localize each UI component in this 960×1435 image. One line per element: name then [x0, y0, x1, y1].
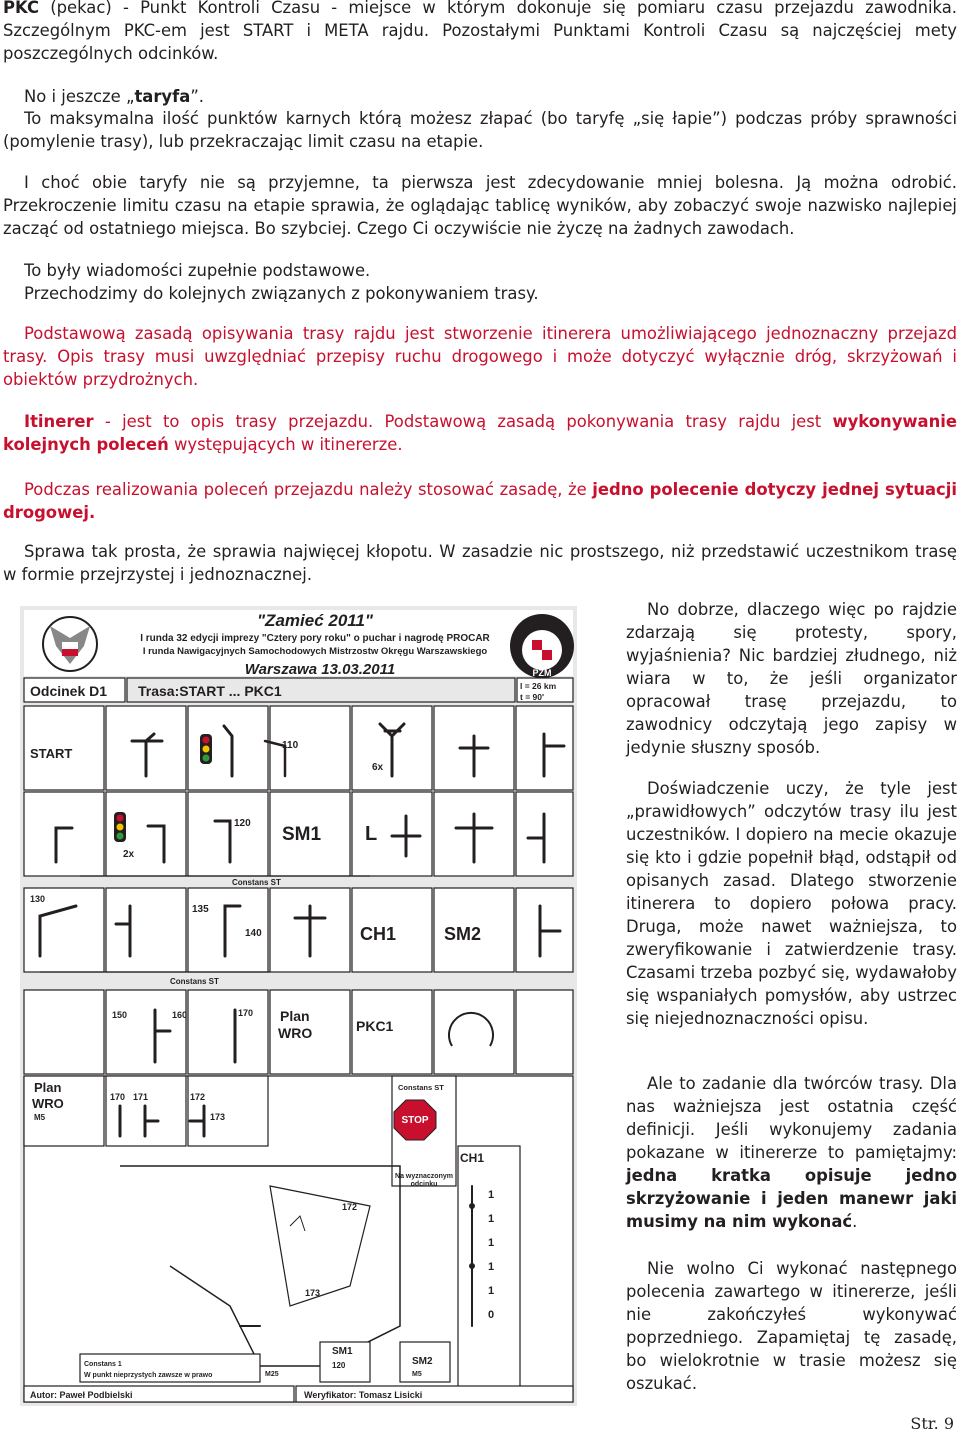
itinerary-row-1	[24, 706, 573, 790]
pzm-logo-icon	[510, 614, 574, 678]
svg-text:120: 120	[234, 818, 251, 829]
svg-text:1: 1	[488, 1285, 495, 1297]
svg-text:CH1: CH1	[460, 1151, 485, 1165]
itinerary-row-3	[24, 888, 573, 972]
svg-text:1: 1	[488, 1189, 495, 1201]
svg-text:WRO: WRO	[278, 1025, 313, 1041]
sheet-date: Warszawa 13.03.2011	[244, 661, 396, 678]
stop-sign-icon	[394, 1100, 436, 1140]
svg-text:Na wyznaczonym: Na wyznaczonym	[395, 1173, 453, 1180]
svg-text:SM1: SM1	[332, 1346, 353, 1357]
itinerary-row-4	[24, 990, 573, 1074]
svg-text:2x: 2x	[123, 849, 135, 860]
itinerary-row-2	[24, 792, 573, 876]
svg-text:110: 110	[282, 740, 299, 751]
svg-text:6x: 6x	[372, 762, 384, 773]
itinerary-sheet	[20, 606, 577, 1406]
svg-text:171: 171	[133, 1092, 149, 1102]
svg-text:SM2: SM2	[412, 1356, 433, 1367]
svg-text:odcinku: odcinku	[410, 1181, 438, 1188]
svg-text:173: 173	[305, 1288, 321, 1298]
svg-text:172: 172	[190, 1092, 206, 1102]
svg-text:PZM: PZM	[532, 668, 552, 678]
pkc-definition: PKC (pekac) - Punkt Kontroli Czasu - miejsce w którym dokonuje się pomiaru czasu przejazdu zawodnika. Szczególnym PKC-em jest START i META rajdu. Pozostałymi Punktami Kontroli Czasu są najczęściej mety poszczególnych odcinków.	[3, 0, 957, 63]
svg-text:L: L	[365, 823, 378, 845]
taryfa-intro: No i jeszcze „taryfa”.	[24, 87, 205, 106]
svg-text:STOP: STOP	[401, 1115, 429, 1126]
svg-text:Plan: Plan	[34, 1080, 62, 1095]
traffic-light-icon	[114, 812, 126, 842]
itinerer-definition: Itinerer - jest to opis trasy przejazdu. Podstawową zasadą pokonywania trasy rajdu jest wykonywanie kolejnych poleceń występujących w itinererze.	[3, 412, 957, 454]
svg-text:130: 130	[30, 894, 46, 904]
sheet-sub2: I runda Nawigacyjnych Samochodowych Mistrzostw Okręgu Warszawskiego	[142, 646, 488, 657]
svg-text:Constans ST: Constans ST	[398, 1083, 444, 1092]
svg-text:Constans ST: Constans ST	[232, 878, 281, 887]
svg-text:1: 1	[488, 1213, 495, 1225]
svg-text:Constans ST: Constans ST	[170, 977, 219, 986]
svg-text:135: 135	[192, 904, 209, 915]
page-number: Str. 9	[910, 1414, 954, 1433]
one-command-rule: Podczas realizowania poleceń przejazdu należy stosować zasadę, że jedno polecenie dotyczy jednej sytuacji drogowej.	[3, 480, 957, 522]
svg-text:M5: M5	[34, 1113, 46, 1122]
time-label: t = 90'	[520, 692, 544, 702]
svg-text:160: 160	[172, 1010, 188, 1020]
itinerary-map	[24, 1076, 573, 1402]
svg-text:Plan: Plan	[280, 1008, 310, 1024]
eagle-emblem-icon	[43, 617, 97, 671]
right-para-1: No dobrze, dlaczego więc po rajdzie zdarzają się protesty, spory, wyjaśnienia? Nic bardziej złudnego, niż wiara w to, że jeśli organizator opracował trasę przejazdu, to zawodnicy odczytają jego zapisy w jedynie słuszny sposób.	[626, 600, 957, 757]
svg-text:173: 173	[210, 1112, 226, 1122]
svg-text:Constans 1: Constans 1	[84, 1361, 122, 1368]
traffic-light-icon	[200, 734, 212, 764]
svg-text:M25: M25	[265, 1371, 279, 1378]
svg-text:1: 1	[488, 1237, 495, 1249]
svg-text:M5: M5	[412, 1371, 422, 1378]
odcinek-label: Odcinek D1	[30, 683, 108, 699]
svg-text:CH1: CH1	[360, 924, 397, 944]
pkc-term: PKC	[3, 0, 40, 17]
next-topic-note: Przechodzimy do kolejnych związanych z pokonywaniem trasy.	[24, 284, 539, 303]
right-para-3: Ale to zadanie dla twórców trasy. Dla nas ważniejsza jest ostatnia część definicji. Jeśli wykonujemy zadania pokazane w itinererze to pamiętajmy: jedna kratka opisuje jedno skrzyżowanie i jeden manewr jaki musimy na nim wykonać.	[626, 1074, 957, 1231]
svg-text:W punkt nieprzystych zawsze w: W punkt nieprzystych zawsze w prawo	[84, 1372, 213, 1379]
simple-matter-paragraph: Sprawa tak prosta, że sprawia najwięcej kłopotu. W zasadzie nic prostszego, niż przedstawić uczestnikom trasę w formie przejrzystej i jednoznacznej.	[3, 542, 957, 584]
distance-label: l = 26 km	[520, 681, 557, 691]
svg-text:170: 170	[238, 1008, 254, 1018]
sheet-verifier: Weryfikator: Tomasz Lisicki	[304, 1390, 423, 1400]
svg-text:120: 120	[332, 1361, 346, 1370]
basic-info-note: To były wiadomości zupełnie podstawowe.	[24, 261, 371, 280]
svg-text:1: 1	[488, 1261, 495, 1273]
taryfa-definition: To maksymalna ilość punktów karnych którą możesz złapać (bo taryfę „się łapie”) podczas próby sprawności (pomylenie trasy), lub przekraczając limit czasu na etapie.	[3, 109, 957, 151]
svg-text:170: 170	[110, 1092, 126, 1102]
right-para-4: Nie wolno Ci wykonać następnego polecenia zawartego w itinererze, jeśli nie zakończyłeś wykonywać poprzedniego. Zapamiętaj tę zasadę, bo wielokrotnie w trasie możesz się oszukać.	[626, 1259, 957, 1393]
svg-text:150: 150	[112, 1010, 128, 1020]
svg-text:SM1: SM1	[282, 824, 322, 845]
trasa-label: Trasa:START ... PKC1	[138, 683, 282, 699]
svg-text:SM2: SM2	[444, 924, 482, 944]
svg-text:172: 172	[342, 1202, 358, 1212]
taryfa-paragraph: I choć obie taryfy nie są przyjemne, ta pierwsza jest zdecydowanie mniej bolesna. Ją można odrobić. Przekroczenie limitu czasu na etapie sprawia, że oglądając tablicę wyników, aby zobaczyć swoje nazwisko najlepiej zacząć od ostatniego miejsca. Bo szybciej. Czego Ci oczywiście nie życzę na żadnych zawodach.	[3, 173, 957, 238]
svg-text:WRO: WRO	[32, 1096, 64, 1111]
sheet-author: Autor: Paweł Podbielski	[30, 1390, 133, 1400]
sheet-sub1: I runda 32 edycji imprezy "Cztery pory roku" o puchar i nagrodę PROCAR	[140, 633, 490, 644]
svg-text:START: START	[30, 746, 73, 761]
svg-text:140: 140	[245, 928, 262, 939]
svg-text:0: 0	[488, 1309, 495, 1321]
itinerer-principle: Podstawową zasadą opisywania trasy rajdu jest stworzenie itinerera umożliwiającego jednoznaczny przejazd trasy. Opis trasy musi uwzględniać przepisy ruchu drogowego i może dotyczyć wyłącznie dróg, skrzyżowań i obiektów przydrożnych.	[3, 324, 957, 389]
right-para-2: Doświadczenie uczy, że tyle jest „prawidłowych” odczytów trasy ilu jest uczestników. I dopiero na mecie okazuje się kto i gdzie popełnił błąd, odstąpił od opisanych zasad. Dlatego stworzenie itinerera to dopiero połowa pracy. Druga, może nawet ważniejsza, to zweryfikowanie i zatwierdzenie trasy. Czasami trzeba pozbyć się, wydawałoby się wspaniałych pomysłów, aby ustrzec się niejednoznaczności opisu.	[626, 779, 957, 1028]
svg-text:PKC1: PKC1	[356, 1018, 394, 1034]
sheet-title: "Zamieć 2011"	[257, 611, 373, 630]
taryfa-term: taryfa	[134, 87, 191, 106]
